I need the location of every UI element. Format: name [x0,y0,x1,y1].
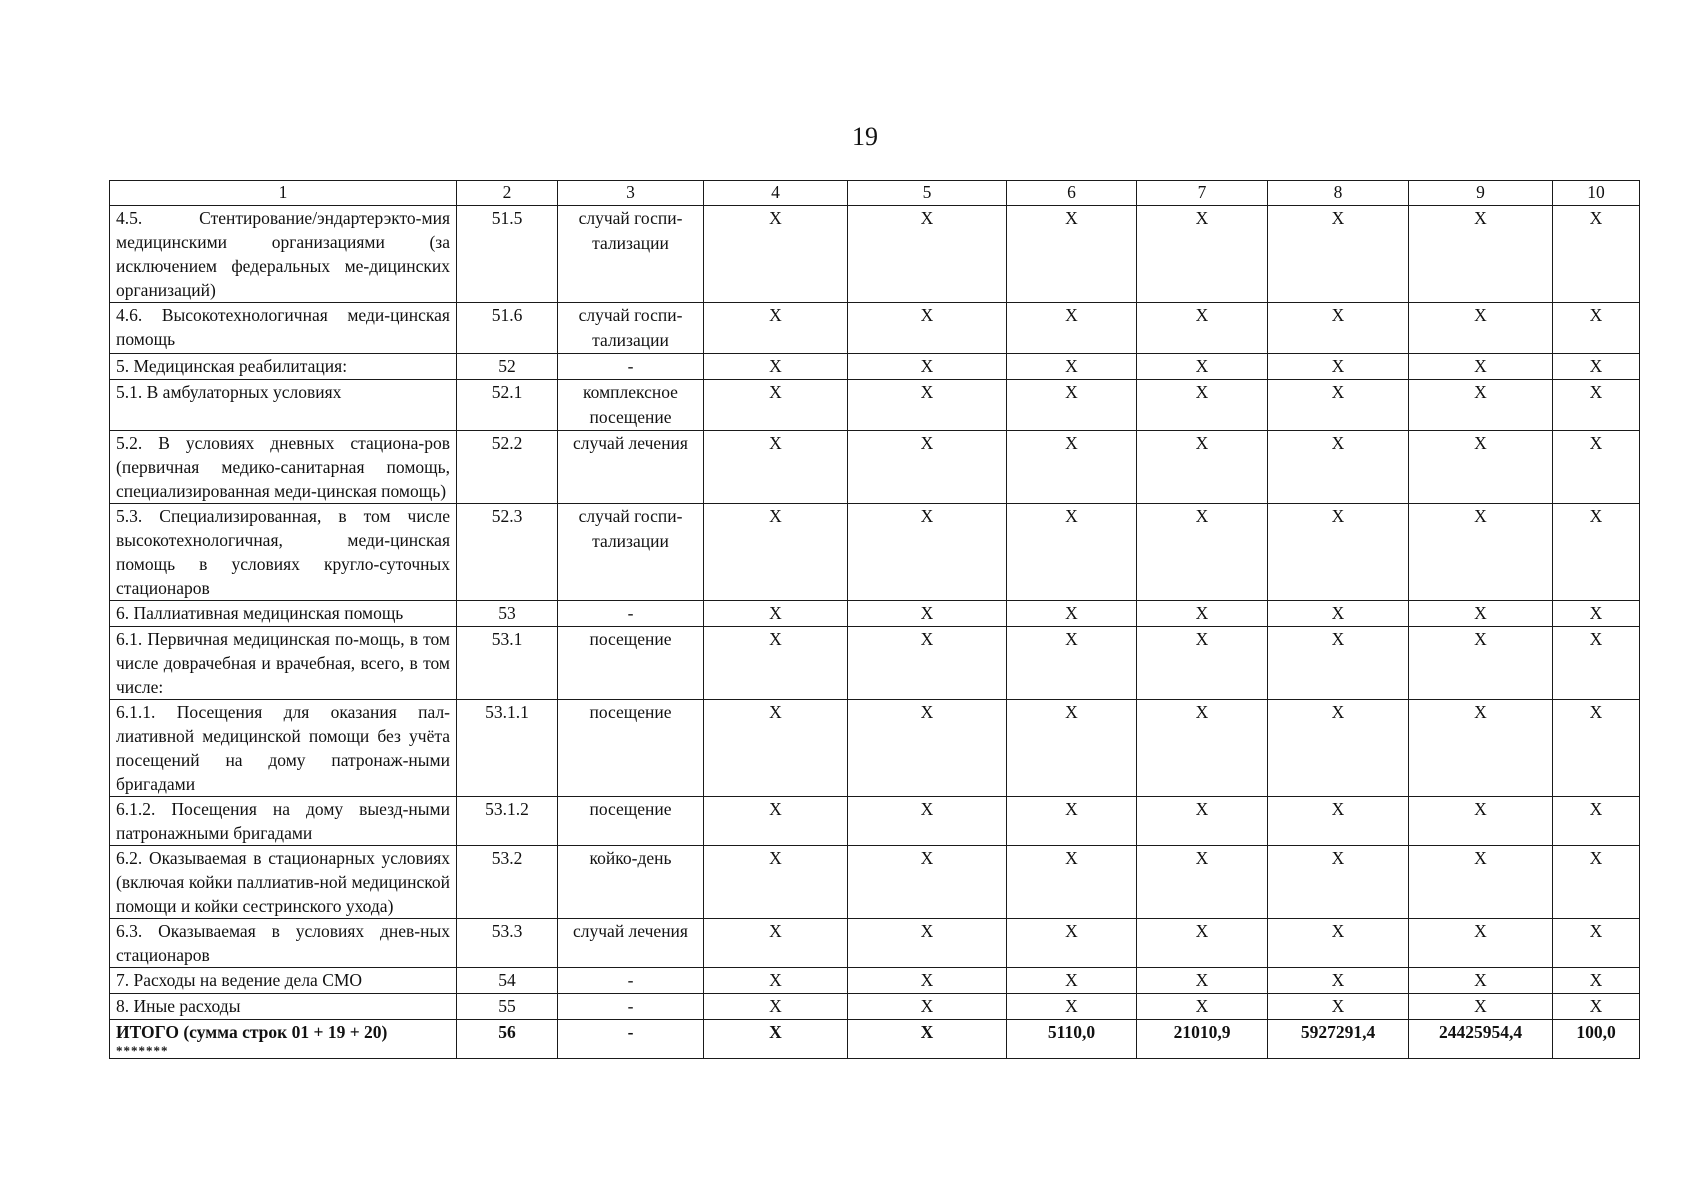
header-cell: 1 [110,181,457,206]
row-value-cell: X [1007,968,1137,994]
row-unit-cell: комплексное посещение [558,380,704,431]
row-value-cell: X [1409,846,1553,919]
row-value-cell: X [1268,601,1409,627]
row-value-cell: X [704,380,848,431]
row-value-cell: X [1007,354,1137,380]
row-name-cell: 5.2. В условиях дневных стациона-ров (первичная медико-санитарная помощь, специализированная меди-цинская помощь) [110,431,457,504]
row-unit-cell: случай госпи-тализации [558,303,704,354]
table-row [110,380,1640,431]
row-value-cell: X [1553,504,1640,601]
row-value-cell: X [1409,919,1553,968]
row-value-cell: X [1007,601,1137,627]
table-row [110,968,1640,994]
row-value-cell: X [1007,700,1137,797]
row-value-cell: X [848,700,1007,797]
row-value-cell: X [848,919,1007,968]
row-value-cell: X [704,797,848,846]
row-value-cell: X [1409,303,1553,354]
total-value-cell: 24425954,4 [1409,1020,1553,1059]
row-unit-cell: - [558,994,704,1020]
row-unit-cell: посещение [558,700,704,797]
row-code-cell: 53.1.1 [457,700,558,797]
row-unit-cell: - [558,601,704,627]
row-value-cell: X [848,797,1007,846]
row-value-cell: X [1137,846,1268,919]
row-value-cell: X [1268,627,1409,700]
row-value-cell: X [1007,303,1137,354]
total-value-cell: 100,0 [1553,1020,1640,1059]
row-value-cell: X [1007,627,1137,700]
row-name-cell: 5. Медицинская реабилитация: [110,354,457,380]
row-code-cell: 55 [457,994,558,1020]
row-value-cell: X [1137,919,1268,968]
row-value-cell: X [1553,919,1640,968]
row-value-cell: X [1553,303,1640,354]
row-name-cell: 6.1.1. Посещения для оказания пал-лиативной медицинской помощи без учёта посещений на дому патронаж-ными бригадами [110,700,457,797]
table-row [110,797,1640,846]
row-value-cell: X [704,206,848,303]
row-name-cell: 6.1.2. Посещения на дому выезд-ными патронажными бригадами [110,797,457,846]
header-cell: 10 [1553,181,1640,206]
row-value-cell: X [704,994,848,1020]
row-value-cell: X [848,206,1007,303]
row-value-cell: X [1409,206,1553,303]
row-value-cell: X [704,627,848,700]
row-value-cell: X [1409,601,1553,627]
row-value-cell: X [1553,380,1640,431]
row-code-cell: 53 [457,601,558,627]
header-cell: 4 [704,181,848,206]
row-value-cell: X [848,601,1007,627]
row-name-cell: 6.2. Оказываемая в стационарных условиях (включая койки паллиатив-ной медицинской помощи и койки сестринского ухода) [110,846,457,919]
row-unit-cell: случай госпи-тализации [558,504,704,601]
row-value-cell: X [848,303,1007,354]
row-code-cell: 52.3 [457,504,558,601]
row-value-cell: X [1268,504,1409,601]
total-value-cell: 21010,9 [1137,1020,1268,1059]
table-row [110,700,1640,797]
row-value-cell: X [1137,380,1268,431]
row-value-cell: X [848,846,1007,919]
row-value-cell: X [1409,380,1553,431]
row-value-cell: X [1137,431,1268,504]
table-row [110,303,1640,354]
row-value-cell: X [1268,919,1409,968]
row-value-cell: X [1553,994,1640,1020]
row-value-cell: X [848,431,1007,504]
row-value-cell: X [848,968,1007,994]
row-value-cell: X [1007,504,1137,601]
total-value-cell: 5927291,4 [1268,1020,1409,1059]
row-code-cell: 54 [457,968,558,994]
table-row [110,354,1640,380]
row-unit-cell: посещение [558,797,704,846]
row-value-cell: X [1137,968,1268,994]
row-code-cell: 52 [457,354,558,380]
row-value-cell: X [1553,627,1640,700]
total-row [110,1020,1640,1059]
row-value-cell: X [1268,354,1409,380]
total-name-cell [110,1020,457,1059]
row-name-cell: 5.1. В амбулаторных условиях [110,380,457,431]
row-value-cell: X [1137,504,1268,601]
row-code-cell: 52.2 [457,431,558,504]
row-value-cell: X [1553,431,1640,504]
row-value-cell: X [848,627,1007,700]
table-row [110,431,1640,504]
table-row [110,206,1640,303]
row-value-cell: X [1553,797,1640,846]
row-code-cell: 53.2 [457,846,558,919]
table-row [110,627,1640,700]
row-value-cell: X [1409,504,1553,601]
row-value-cell: X [1137,994,1268,1020]
row-code-cell: 53.1.2 [457,797,558,846]
row-value-cell: X [704,968,848,994]
row-name-cell: 5.3. Специализированная, в том числе высокотехнологичная, меди-цинская помощь в условиях кругло-суточных стационаров [110,504,457,601]
row-value-cell: X [1553,354,1640,380]
header-cell: 3 [558,181,704,206]
row-value-cell: X [1007,380,1137,431]
row-unit-cell: - [558,354,704,380]
table-row [110,846,1640,919]
row-value-cell: X [1409,431,1553,504]
row-value-cell: X [704,354,848,380]
row-value-cell: X [1268,700,1409,797]
row-value-cell: X [848,994,1007,1020]
row-name-cell: 7. Расходы на ведение дела СМО [110,968,457,994]
row-value-cell: X [1409,797,1553,846]
row-value-cell: X [1553,846,1640,919]
row-value-cell: X [704,303,848,354]
row-value-cell: X [1268,846,1409,919]
total-code-cell: 56 [457,1020,558,1059]
row-value-cell: X [1268,968,1409,994]
header-cell: 5 [848,181,1007,206]
header-cell: 2 [457,181,558,206]
row-value-cell: X [1268,303,1409,354]
table-body [110,206,1640,1020]
row-name-cell: 6.3. Оказываемая в условиях днев-ных стационаров [110,919,457,968]
total-label: ИТОГО (сумма строк 01 + 19 + 20) [116,1022,388,1042]
report-table [109,180,1640,1059]
row-name-cell: 4.5. Стентирование/эндартерэкто-мия медицинскими организациями (за исключением федеральных ме-дицинских организаций) [110,206,457,303]
row-value-cell: X [1409,354,1553,380]
row-unit-cell: - [558,968,704,994]
row-value-cell: X [848,380,1007,431]
row-value-cell: X [1268,380,1409,431]
row-value-cell: X [704,431,848,504]
row-value-cell: X [1409,968,1553,994]
header-row [110,181,1640,206]
row-value-cell: X [848,504,1007,601]
row-code-cell: 52.1 [457,380,558,431]
row-value-cell: X [1553,601,1640,627]
header-cell: 9 [1409,181,1553,206]
row-value-cell: X [1137,797,1268,846]
row-value-cell: X [1553,968,1640,994]
row-value-cell: X [1007,431,1137,504]
row-value-cell: X [1409,994,1553,1020]
row-unit-cell: случай лечения [558,919,704,968]
header-cell: 7 [1137,181,1268,206]
total-unit-cell: - [558,1020,704,1059]
row-value-cell: X [1137,303,1268,354]
row-value-cell: X [704,846,848,919]
row-code-cell: 53.3 [457,919,558,968]
header-cell: 6 [1007,181,1137,206]
row-name-cell: 8. Иные расходы [110,994,457,1020]
row-name-cell: 4.6. Высокотехнологичная меди-цинская помощь [110,303,457,354]
row-name-cell: 6. Паллиативная медицинская помощь [110,601,457,627]
total-value-cell: X [848,1020,1007,1059]
row-value-cell: X [1409,627,1553,700]
row-value-cell: X [1007,797,1137,846]
table-row [110,994,1640,1020]
total-value-cell: X [704,1020,848,1059]
table-row [110,919,1640,968]
row-value-cell: X [1553,700,1640,797]
row-code-cell: 51.6 [457,303,558,354]
row-value-cell: X [1137,700,1268,797]
row-value-cell: X [1553,206,1640,303]
page-number: 19 [852,122,878,151]
row-value-cell: X [1137,354,1268,380]
row-value-cell: X [848,354,1007,380]
table-row [110,504,1640,601]
row-code-cell: 53.1 [457,627,558,700]
row-value-cell: X [704,601,848,627]
row-value-cell: X [1007,846,1137,919]
row-unit-cell: посещение [558,627,704,700]
row-value-cell: X [1137,601,1268,627]
header-cell: 8 [1268,181,1409,206]
row-value-cell: X [1137,627,1268,700]
row-value-cell: X [1007,994,1137,1020]
row-value-cell: X [704,919,848,968]
row-value-cell: X [1137,206,1268,303]
total-value-cell: 5110,0 [1007,1020,1137,1059]
row-value-cell: X [1409,700,1553,797]
row-value-cell: X [1007,919,1137,968]
row-unit-cell: койко-день [558,846,704,919]
row-value-cell: X [1007,206,1137,303]
row-code-cell: 51.5 [457,206,558,303]
row-unit-cell: случай госпи-тализации [558,206,704,303]
total-footnote-marker: ******* [116,1043,169,1058]
row-unit-cell: случай лечения [558,431,704,504]
row-value-cell: X [1268,797,1409,846]
table-row [110,601,1640,627]
row-value-cell: X [1268,206,1409,303]
row-value-cell: X [704,700,848,797]
row-value-cell: X [1268,994,1409,1020]
row-name-cell: 6.1. Первичная медицинская по-мощь, в том числе доврачебная и врачебная, всего, в том числе: [110,627,457,700]
row-value-cell: X [1268,431,1409,504]
row-value-cell: X [704,504,848,601]
